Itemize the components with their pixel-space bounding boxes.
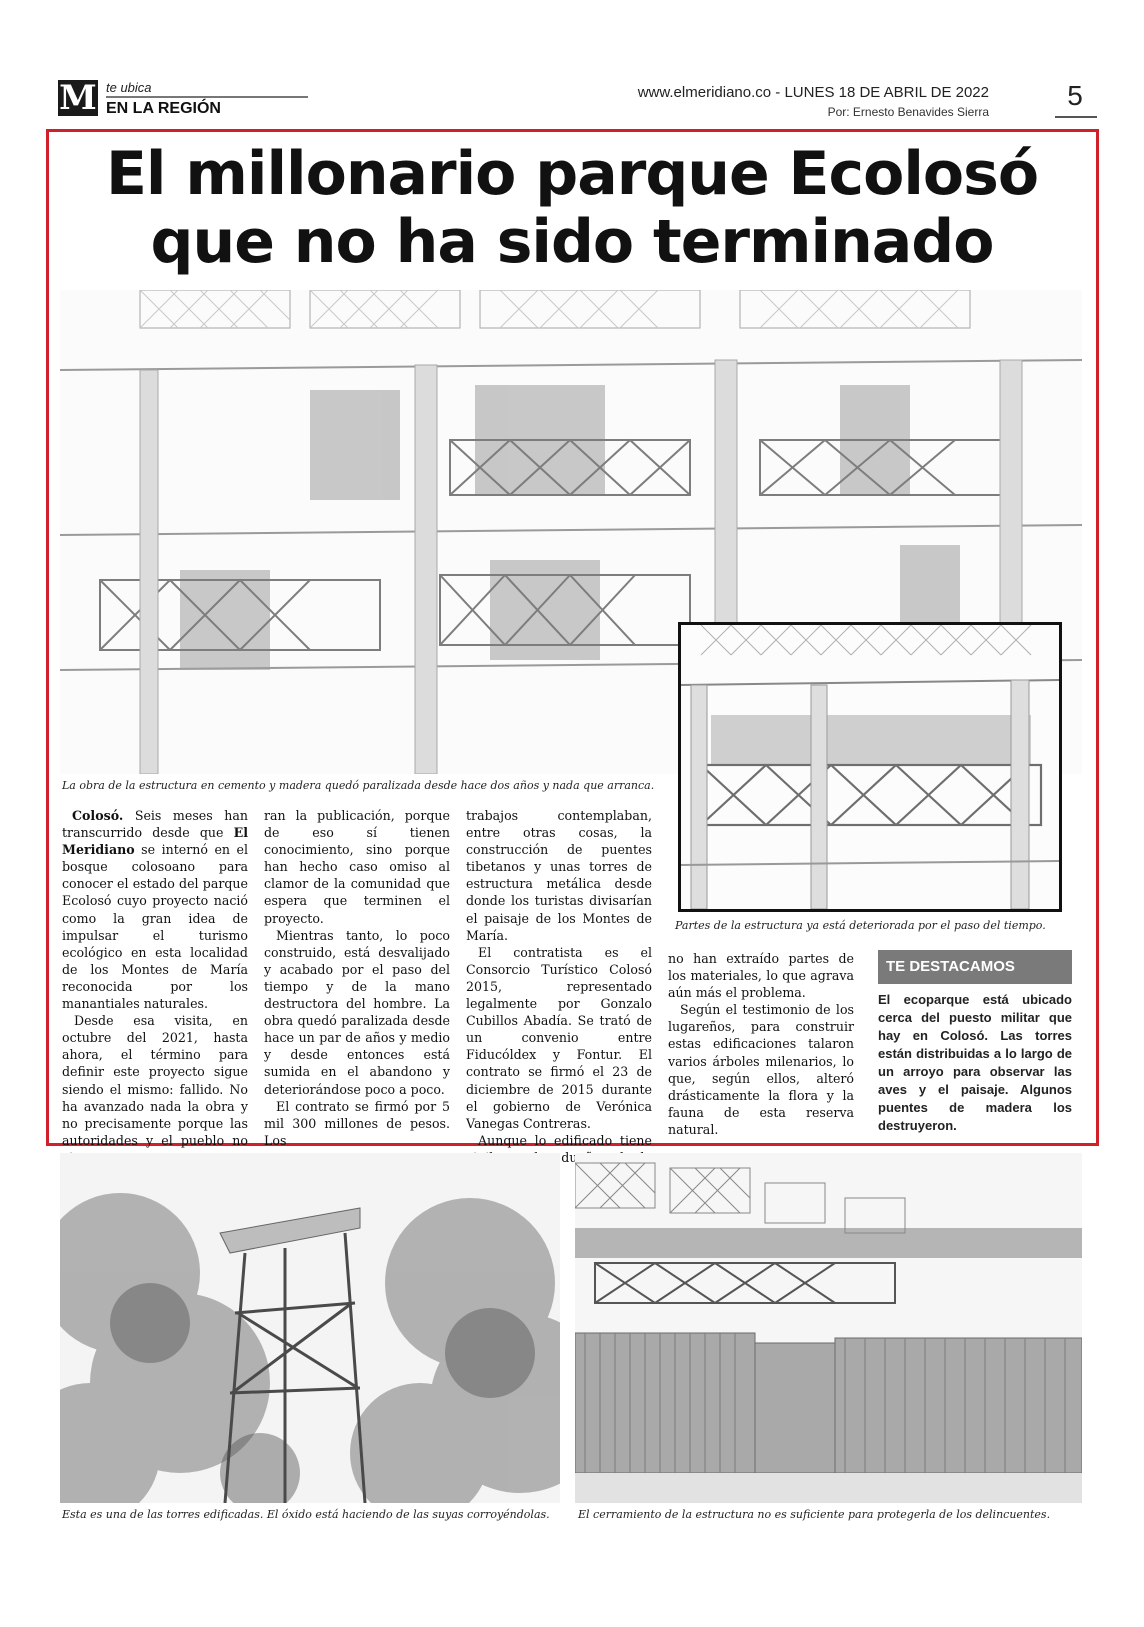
article-paragraph: El contratista es el Consorcio Turístico Colosó 2015, representado legalmente por Gonzalo Cubillos Abadía. Se trató de un convenio entre Fiducóldex y Fontur. El contrato se firmó el 23 de diciembre de 2015 durante el gobierno de Verónica Vanegas Contreras. <box>466 944 652 1131</box>
page-number-rule <box>1055 116 1097 118</box>
tower-photo-caption: Esta es una de las torres edificadas. El óxido está haciendo de las suyas corroyéndolas. <box>62 1508 550 1521</box>
site-and-date: www.elmeridiano.co - LUNES 18 DE ABRIL DE 2022 <box>637 84 989 101</box>
article-paragraph: Aunque lo edificado tiene <box>478 1132 652 1148</box>
article-paragraph: no han extraído partes de los materiales, lo que agrava aún más el problema. <box>668 951 854 1001</box>
highlight-title: TE DESTACAMOS <box>878 950 1072 984</box>
inset-photo-caption: Partes de la estructura ya está deteriorada por el paso del tiempo. <box>675 919 1046 932</box>
article-paragraph: Mientras tanto, lo poco construido, está desvalijado y acabado por el paso del tiempo y de la mano destructora del hombre. La obra quedó paralizada desde hace un par de años y medio y desde entonces está sumida en el abandono y deteriorándose poco a poco. <box>264 927 450 1097</box>
article-column-4 <box>668 950 854 1138</box>
page-number: 5 <box>1067 80 1083 111</box>
headline: El millonario parque Ecolosó que no ha sido terminado <box>105 139 1039 277</box>
section-name: EN LA REGIÓN <box>106 100 221 117</box>
article-paragraph: Según el testimonio de los lugareños, para construir estas edificaciones talaron varios árboles milenarios, lo que, según ellos, alteró drásticamente la flora y la fauna de esta reserva natural. <box>668 1002 854 1137</box>
section-rule <box>106 96 308 98</box>
inset-photo <box>678 622 1062 912</box>
dateline: Colosó. <box>72 808 124 823</box>
article-paragraph: trabajos contemplaban, entre otras cosas, la construcción de puentes tibetanos y unas torres de estructura metálica desde donde los turistas divisarían el paisaje de los Montes de María. <box>466 808 652 943</box>
newspaper-name: El Meridiano <box>62 825 248 858</box>
main-photo-caption: La obra de la estructura en cemento y madera quedó paralizada desde hace dos años y nada que arranca. <box>62 779 655 792</box>
tower-photo <box>60 1153 560 1503</box>
article-paragraph: El contrato se firmó por 5 mil 300 millones de pesos. Los <box>264 1098 450 1148</box>
article-paragraph: ran la publicación, porque de eso sí tienen conocimiento, sino porque han hecho caso omiso al clamor de la comunidad que espera que terminen el proyecto. <box>264 808 450 926</box>
fence-photo <box>575 1153 1082 1503</box>
article-column-1 <box>62 807 248 1166</box>
byline: Por: Ernesto Benavides Sierra <box>827 105 989 119</box>
fence-photo-caption: El cerramiento de la estructura no es suficiente para protegerla de los delincuentes. <box>578 1508 1051 1521</box>
article-paragraph: Desde esa visita, en octubre del 2021, hasta ahora, el término para definir este proyecto sigue siendo el mismo: fallido. No ha avanzado nada la obra y no precisamente porque las autoridades y el pueblo no <box>62 1013 248 1148</box>
section-kicker: te ubica <box>106 80 152 95</box>
newspaper-logo: M <box>59 78 97 118</box>
article-column-2 <box>264 807 450 1149</box>
article-column-3 <box>466 807 652 1183</box>
article-text: Seis meses han transcurrido desde que <box>62 808 248 841</box>
article-text: se internó en el bosque colosoano para conocer el estado del parque Ecolosó cuyo proyecto nació como la gran idea de impulsar el turismo ecológico en esta localidad de los Montes de María reconocida por los manantiales naturales. <box>62 842 248 1012</box>
highlight-text: El ecoparque está ubicado cerca del puesto militar que hay en Colosó. Las torres están distribuidas a lo largo de un arroyo para observar las aves y el paisaje. Algunos puentes de madera los destruyeron. <box>878 992 1072 1133</box>
